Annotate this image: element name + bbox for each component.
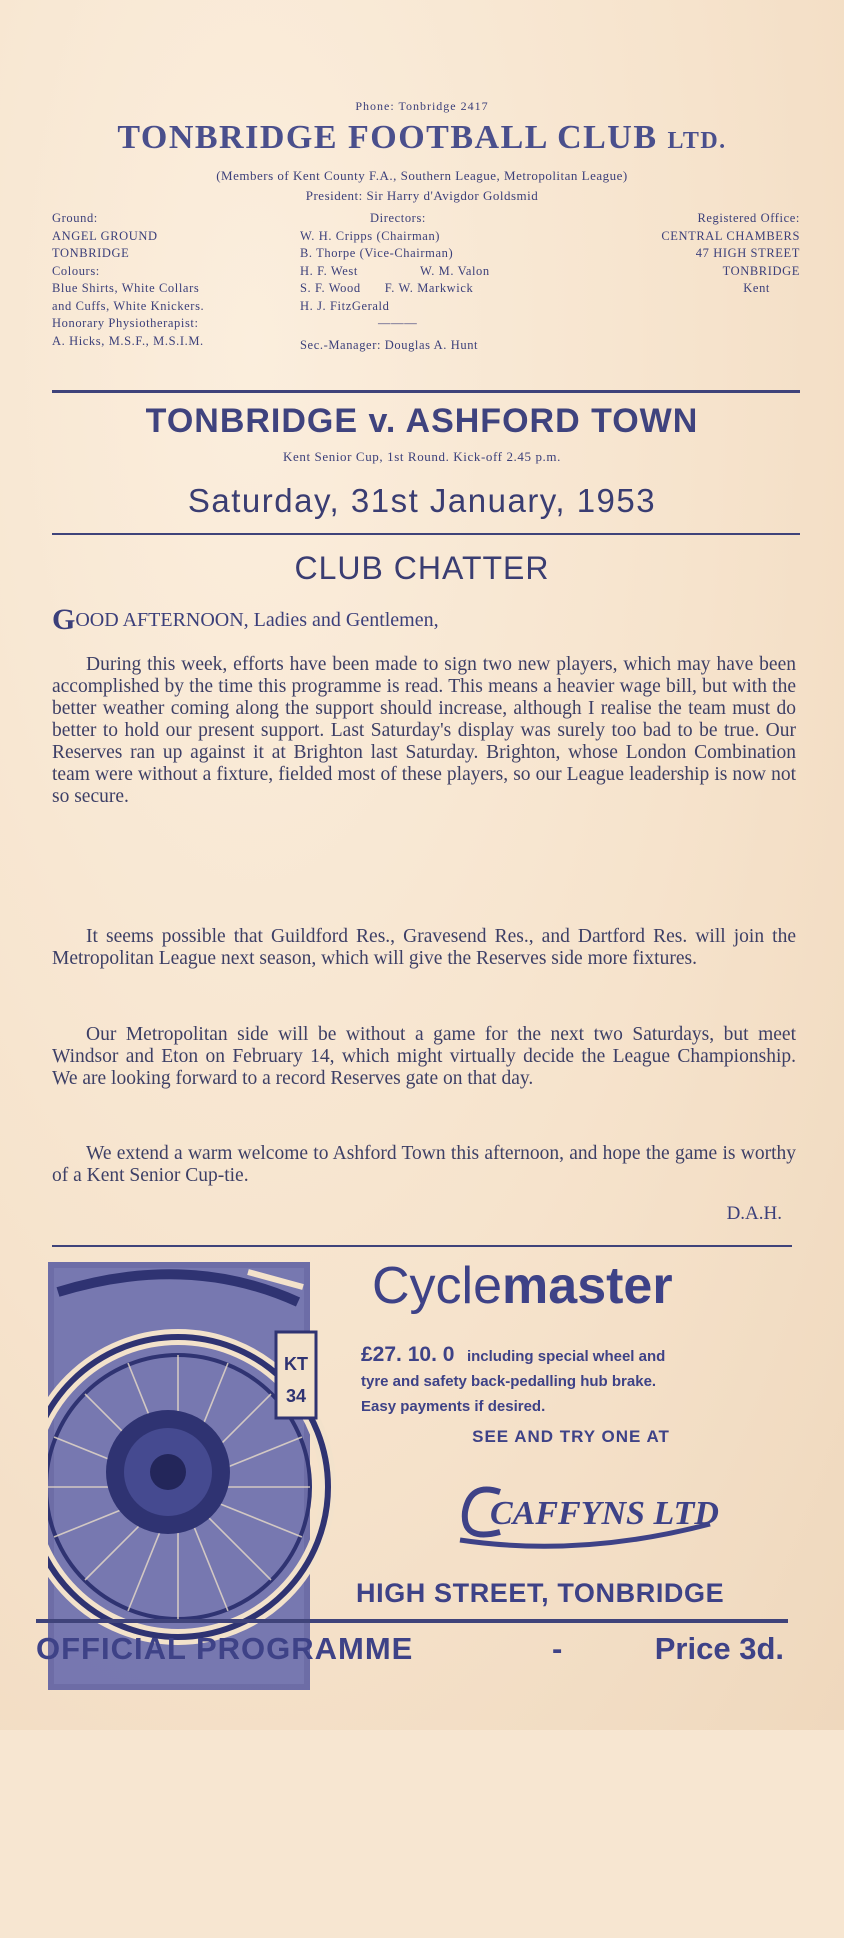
- directors-separator: ———: [378, 316, 418, 330]
- signature: D.A.H.: [726, 1203, 782, 1224]
- phone-number: Phone: Tonbridge 2417: [355, 99, 489, 113]
- director-name: F. W. Markwick: [384, 281, 474, 295]
- paragraph-text: It seems possible that Guildford Res., Gravesend Res., and Dartford Res. will join the Metropolitan League next season, which will give the Reserves side more fixtures.: [52, 926, 796, 969]
- office-line: Registered Office:: [697, 211, 800, 225]
- ground-line: Ground:: [52, 211, 98, 225]
- advert-details: [361, 1342, 793, 1419]
- advert-see: SEE AND TRY ONE AT: [472, 1427, 670, 1446]
- number-plate-top: KT: [284, 1354, 308, 1374]
- brand-bold: master: [502, 1257, 673, 1315]
- directors-heading: Directors:: [370, 211, 426, 225]
- match-date: Saturday, 31st January, 1953: [187, 482, 657, 519]
- paragraph-text: During this week, efforts have been made to sign two new players, which may have been accomplished by the time this programme is read. This means a heavier wage bill, but with the better weather coming along the support should increase, although I realise the team must do better to hold our present support. Last Saturday's display was surely too bad to be true. Our Reserves ran up against it at Brighton last Saturday. Brighton, whose London Combination team were without a fixture, fielded most of these players, so our League leadership is now not so secure.: [52, 654, 796, 807]
- article-paragraph: [52, 654, 796, 808]
- advert-line: tyre and safety back-pedalling hub brake.: [361, 1373, 657, 1390]
- ground-line: Colours:: [52, 263, 100, 278]
- director-line: [300, 263, 490, 281]
- ground-column: [52, 210, 204, 350]
- ground-line: ANGEL GROUND: [52, 228, 158, 243]
- advert-line: including special wheel and: [466, 1348, 666, 1365]
- ground-line: TONBRIDGE: [52, 246, 130, 260]
- director-name: H. F. West: [300, 263, 358, 278]
- bicycle-wheel-illustration: [48, 1262, 348, 1938]
- paragraph-text: We extend a warm welcome to Ashford Town this afternoon, and hope the game is worthy of a Kent Senior Cup-tie.: [52, 1143, 796, 1186]
- director-line: H. J. FitzGerald: [300, 298, 390, 313]
- club-name-suffix: LTD.: [667, 128, 727, 154]
- article-paragraph: [52, 1024, 796, 1090]
- programme-price: Price 3d.: [654, 1631, 784, 1666]
- director-name: S. F. Wood: [300, 281, 361, 295]
- drop-cap: G: [52, 603, 76, 636]
- divider-rule: [52, 390, 800, 393]
- advert-address: HIGH STREET, TONBRIDGE: [356, 1578, 725, 1608]
- members-line: (Members of Kent County F.A., Southern League, Metropolitan League): [216, 168, 628, 183]
- brand-light: Cycle: [372, 1257, 503, 1315]
- ground-line: and Cuffs, White Knickers.: [52, 298, 205, 313]
- ground-line: A. Hicks, M.S.F., M.S.I.M.: [52, 333, 204, 348]
- ground-line: Honorary Physiotherapist:: [52, 316, 199, 330]
- advert-brand: [372, 1256, 673, 1316]
- ground-line: Blue Shirts, White Collars: [52, 281, 200, 295]
- footer-dash: -: [552, 1631, 563, 1666]
- caffyns-logo: [440, 1462, 730, 1562]
- director-name: W. M. Valon: [419, 263, 490, 278]
- greeting: [52, 603, 439, 637]
- match-title: TONBRIDGE v. ASHFORD TOWN: [145, 402, 699, 440]
- caffyns-wordmark: CAFFYNS LTD: [490, 1495, 719, 1532]
- office-line: TONBRIDGE: [722, 263, 800, 278]
- official-programme: OFFICIAL PROGRAMME: [36, 1631, 414, 1666]
- article-heading: CLUB CHATTER: [294, 550, 550, 586]
- office-line: Kent: [743, 281, 770, 295]
- office-line: CENTRAL CHAMBERS: [661, 228, 800, 243]
- director-line: [300, 280, 490, 298]
- advert-price: £27. 10. 0: [361, 1343, 455, 1366]
- divider-rule: [52, 533, 800, 535]
- greeting-text: OOD AFTERNOON, Ladies and Gentlemen,: [75, 609, 439, 631]
- divider-rule: [52, 1245, 792, 1247]
- director-line: W. H. Cripps (Chairman): [300, 228, 441, 243]
- office-line: 47 HIGH STREET: [695, 246, 800, 260]
- directors-column: [300, 210, 490, 354]
- article-paragraph: [52, 1143, 796, 1187]
- club-name: [0, 119, 844, 157]
- advert-line: Easy payments if desired.: [361, 1398, 546, 1415]
- competition-line: Kent Senior Cup, 1st Round. Kick-off 2.45 p.m.: [283, 449, 561, 464]
- divider-rule: [36, 1619, 788, 1623]
- office-column: [560, 210, 800, 298]
- paragraph-text: Our Metropolitan side will be without a game for the next two Saturdays, but meet Windsor and Eton on February 14, which might virtually decide the League Championship. We are looking forward to a record Reserves gate on that day.: [52, 1024, 796, 1089]
- director-line: B. Thorpe (Vice-Chairman): [300, 246, 454, 260]
- article-paragraph: [52, 926, 796, 970]
- number-plate-bottom: 34: [285, 1386, 307, 1406]
- club-name-main: TONBRIDGE FOOTBALL CLUB: [117, 119, 658, 156]
- secretary-line: Sec.-Manager: Douglas A. Hunt: [300, 337, 479, 352]
- president-line: President: Sir Harry d'Avigdor Goldsmid: [305, 188, 539, 203]
